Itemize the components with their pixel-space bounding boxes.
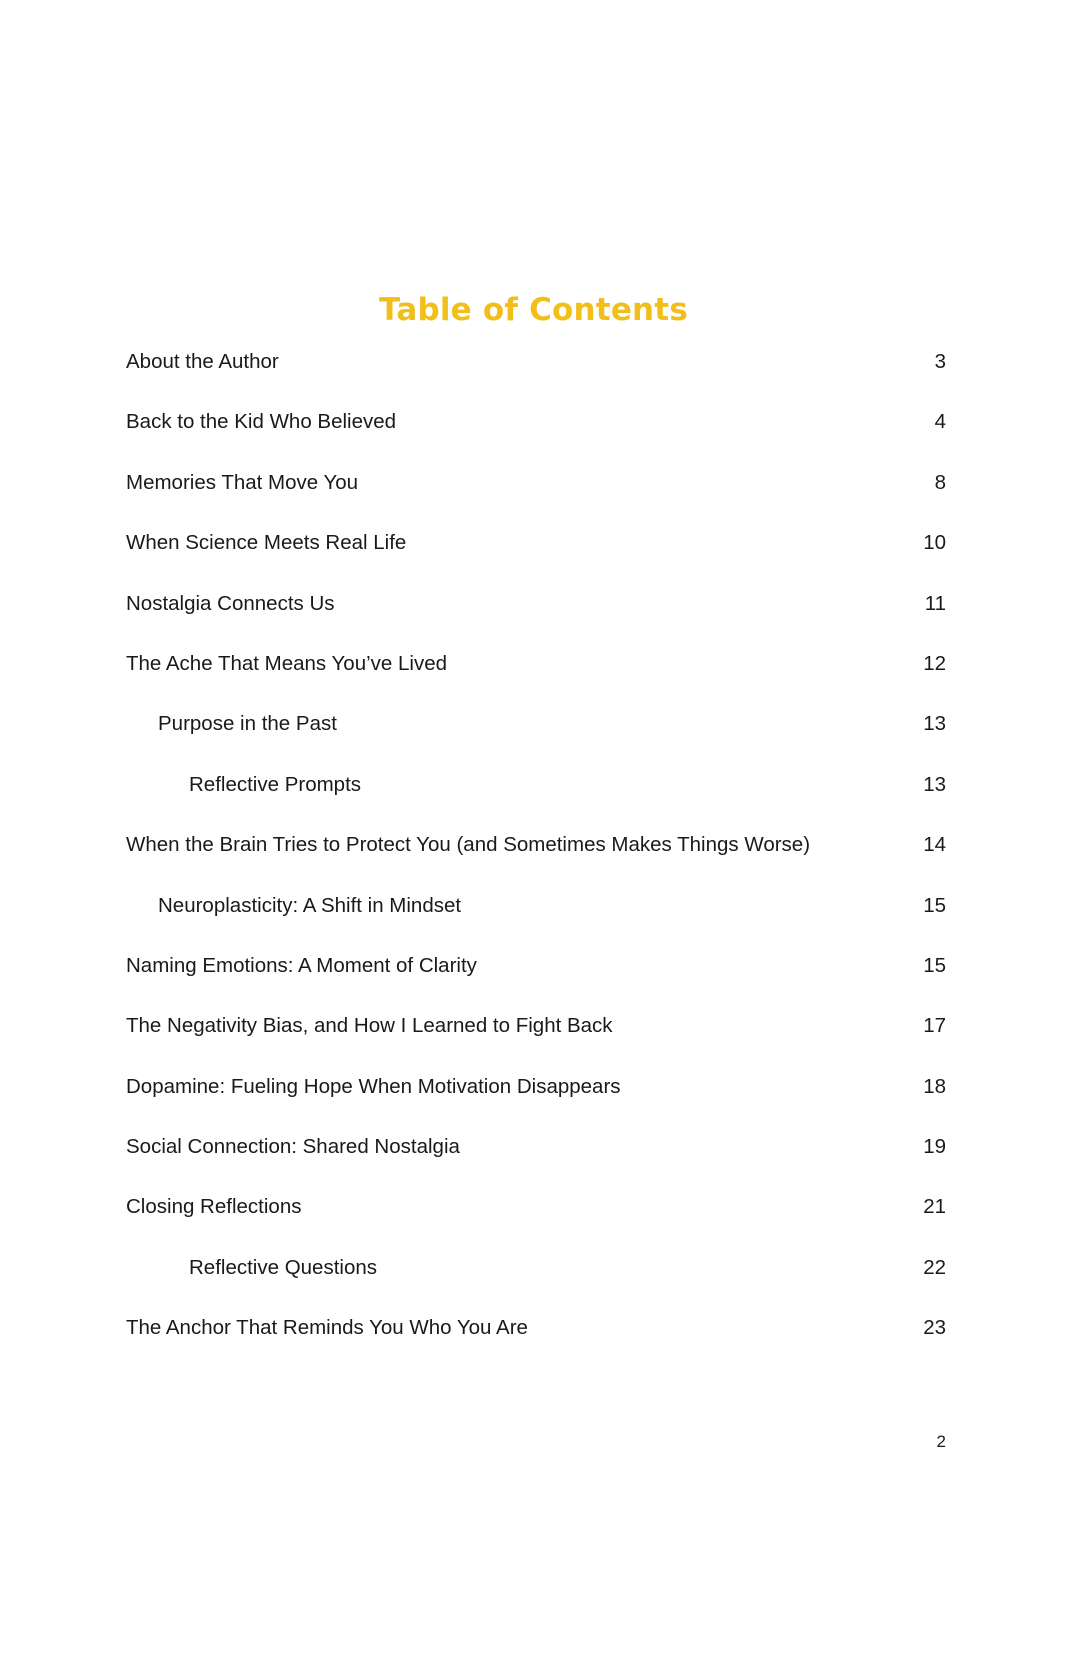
toc-entry-page: 17	[923, 1014, 946, 1038]
toc-entry-page: 18	[923, 1074, 946, 1098]
toc-entry-title: About the Author	[126, 350, 279, 373]
toc-entry[interactable]	[126, 1312, 946, 1372]
page-number: 2	[936, 1432, 946, 1451]
toc-entry[interactable]	[126, 708, 946, 768]
toc-entry[interactable]	[126, 648, 946, 708]
toc-entry-page: 4	[934, 410, 946, 434]
toc-entry[interactable]	[126, 890, 946, 950]
toc-entry-page: 21	[923, 1195, 946, 1219]
toc-entry-title: Back to the Kid Who Believed	[126, 410, 397, 434]
toc-entry[interactable]	[126, 950, 946, 1010]
toc-entry-title: Social Connection: Shared Nostalgia	[126, 1135, 460, 1159]
toc-entry[interactable]	[126, 527, 946, 587]
toc-entry-page: 15	[923, 953, 946, 977]
toc-entry-title: The Negativity Bias, and How I Learned to Fight Back	[126, 1014, 613, 1038]
toc-entry-title: Naming Emotions: A Moment of Clarity	[126, 953, 477, 977]
toc-entry-page: 13	[923, 772, 946, 796]
toc-entry-page: 22	[923, 1255, 946, 1279]
toc-entry[interactable]	[126, 1252, 946, 1312]
toc-entry-page: 23	[923, 1316, 946, 1340]
toc-entry-title: The Ache That Means You’ve Lived	[126, 651, 448, 675]
toc-list	[126, 346, 946, 1373]
toc-entry[interactable]	[126, 1010, 946, 1070]
toc-entry[interactable]	[126, 346, 946, 406]
toc-entry-page: 13	[923, 712, 946, 736]
toc-entry[interactable]	[126, 1131, 946, 1191]
toc-entry-page: 10	[923, 531, 946, 555]
toc-entry[interactable]	[126, 406, 946, 466]
toc-entry-title: When the Brain Tries to Protect You (and Sometimes Makes Things Worse)	[126, 833, 811, 857]
toc-entry-title: When Science Meets Real Life	[126, 531, 407, 555]
toc-entry[interactable]	[126, 829, 946, 889]
toc-entry[interactable]	[126, 467, 946, 527]
toc-entry-title: The Anchor That Reminds You Who You Are	[126, 1316, 528, 1340]
toc-entry-title: Purpose in the Past	[158, 712, 337, 736]
toc-title: Table of Contents	[379, 292, 688, 328]
toc-entry-page: 15	[923, 893, 946, 917]
toc-entry-title: Reflective Prompts	[189, 772, 362, 796]
toc-entry[interactable]	[126, 1071, 946, 1131]
toc-entry-page: 3	[934, 350, 946, 373]
toc-entry[interactable]	[126, 769, 946, 829]
toc-entry-title: Nostalgia Connects Us	[126, 591, 335, 615]
toc-entry-title: Reflective Questions	[189, 1255, 378, 1279]
toc-entry-page: 14	[923, 833, 946, 857]
toc-entry-title: Neuroplasticity: A Shift in Mindset	[158, 893, 462, 917]
toc-entry-page: 11	[924, 591, 946, 615]
toc-entry-page: 19	[923, 1135, 946, 1159]
toc-entry-title: Dopamine: Fueling Hope When Motivation Disappears	[126, 1074, 621, 1098]
toc-entry-title: Closing Reflections	[126, 1195, 302, 1219]
toc-entry-title: Memories That Move You	[126, 470, 359, 494]
toc-entry-page: 8	[934, 470, 946, 494]
toc-entry-page: 12	[923, 651, 946, 675]
toc-entry[interactable]	[126, 588, 946, 648]
toc-entry[interactable]	[126, 1191, 946, 1251]
